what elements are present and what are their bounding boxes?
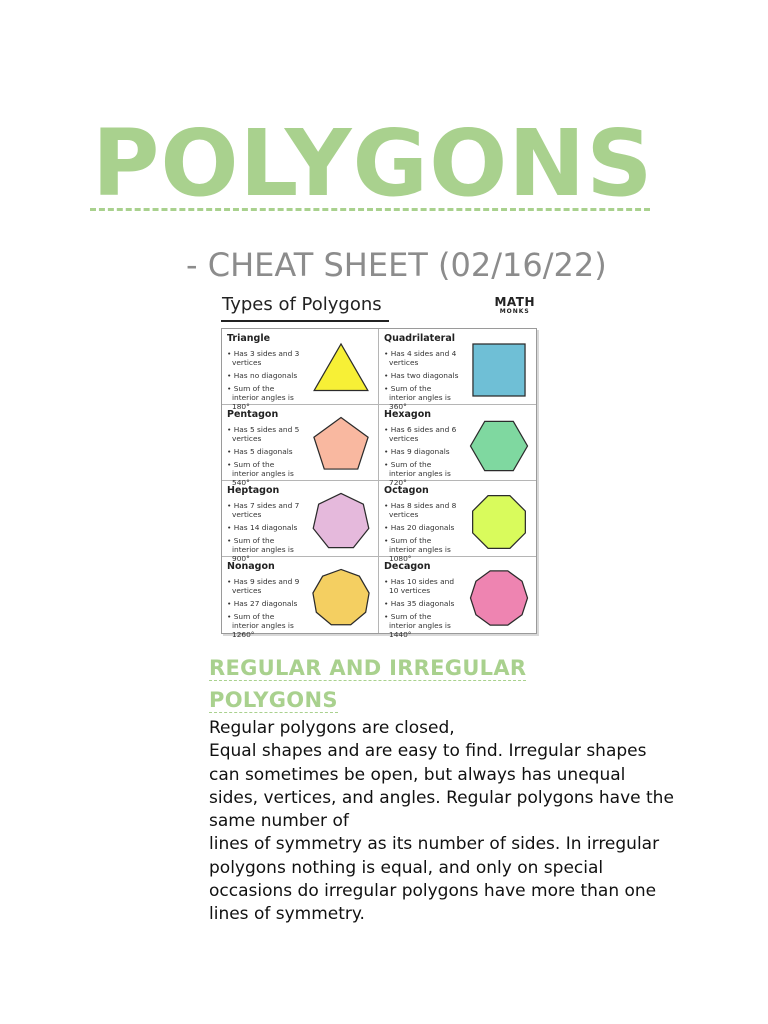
polygon-fact: • Has 9 sides and 9 vertices — [227, 577, 303, 595]
polygon-fact: • Has 5 diagonals — [227, 447, 303, 456]
polygon-facts — [227, 577, 303, 643]
polygon-fill — [314, 344, 368, 391]
logo-main-text: MATH — [494, 295, 535, 309]
polygon-hexagon-shape — [468, 415, 530, 477]
polygon-fact: • Sum of the interior angles is 1260° — [227, 612, 303, 639]
polygon-fill — [314, 417, 368, 469]
polygon-fact: • Sum of the interior angles is 1440° — [384, 612, 460, 639]
title-underline — [90, 208, 650, 211]
polygon-quadrilateral-shape — [468, 339, 530, 401]
polygon-fact: • Has 4 sides and 4 vertices — [384, 349, 460, 367]
polygon-cell-triangle — [222, 329, 379, 411]
polygon-fill — [470, 571, 527, 625]
polygon-cell-nonagon — [222, 557, 379, 639]
polygon-fact: • Has 7 sides and 7 vertices — [227, 501, 303, 519]
polygon-cell-octagon — [379, 481, 536, 563]
polygon-fill — [473, 344, 525, 396]
figure-title: Types of Polygons — [222, 294, 382, 315]
polygon-fact: • Sum of the interior angles is 720° — [384, 460, 460, 487]
polygon-fact: • Has 6 sides and 6 vertices — [384, 425, 460, 443]
polygon-fact: • Has 10 sides and 10 vertices — [384, 577, 460, 595]
polygon-fact: • Has 27 diagonals — [227, 599, 303, 608]
section-body — [209, 717, 679, 927]
polygon-fact: • Sum of the interior angles is 900° — [227, 536, 303, 563]
polygon-cell-decagon — [379, 557, 536, 639]
polygon-heptagon-shape — [310, 491, 372, 553]
section-heading — [209, 652, 593, 716]
polygon-name: Decagon — [384, 561, 431, 572]
polygon-name: Pentagon — [227, 409, 279, 420]
polygon-grid — [221, 328, 537, 639]
polygon-name: Hexagon — [384, 409, 432, 420]
body-paragraph: lines of symmetry as its number of sides. In irregular polygons nothing is equal, and only on special occasions do irregular polygons have more than one lines of symmetry. — [209, 834, 660, 925]
document-subtitle: - CHEAT SHEET (02/16/22) — [186, 246, 607, 284]
polygon-fact: • Has 9 diagonals — [384, 447, 460, 456]
polygon-fact: • Has two diagonals — [384, 371, 460, 380]
polygon-name: Heptagon — [227, 485, 280, 496]
polygon-cell-hexagon — [379, 405, 536, 487]
polygon-name: Octagon — [384, 485, 429, 496]
polygon-fact: • Sum of the interior angles is 540° — [227, 460, 303, 487]
figure-title-underline — [221, 320, 389, 322]
polygon-fact: • Sum of the interior angles is 180° — [227, 384, 303, 411]
section-heading-text: REGULAR AND IRREGULAR POLYGONS — [209, 656, 527, 712]
polygon-triangle-shape — [310, 339, 372, 401]
polygon-fact: • Has 20 diagonals — [384, 523, 460, 532]
polygon-cell-pentagon — [222, 405, 379, 487]
polygon-fill — [473, 496, 526, 549]
polygon-name: Triangle — [227, 333, 271, 344]
polygon-fact: • Has 35 diagonals — [384, 599, 460, 608]
body-paragraph: Equal shapes and are easy to find. Irregular shapes can sometimes be open, but always has unequal sides, vertices, and angles. Regular polygons have the same number of — [209, 741, 674, 832]
polygon-fact: • Sum of the interior angles is 1080° — [384, 536, 460, 563]
polygon-pentagon-shape — [310, 415, 372, 477]
polygon-decagon-shape — [468, 567, 530, 629]
logo-sub-text: MONKS — [499, 308, 530, 315]
polygon-fact: • Has 8 sides and 8 vertices — [384, 501, 460, 519]
math-monks-logo — [494, 296, 535, 315]
polygon-types-figure — [219, 290, 539, 638]
polygon-fact: • Has 5 sides and 5 vertices — [227, 425, 303, 443]
polygon-fact: • Has 3 sides and 3 vertices — [227, 349, 303, 367]
polygon-fill — [470, 421, 527, 470]
polygon-fill — [313, 493, 369, 547]
document-title: POLYGONS — [92, 110, 654, 217]
polygon-fill — [313, 569, 369, 624]
polygon-name: Nonagon — [227, 561, 275, 572]
polygon-cell-heptagon — [222, 481, 379, 563]
polygon-facts — [384, 577, 460, 643]
polygon-fact: • Has 14 diagonals — [227, 523, 303, 532]
polygon-fact: • Sum of the interior angles is 360° — [384, 384, 460, 411]
polygon-fact: • Has no diagonals — [227, 371, 303, 380]
polygon-name: Quadrilateral — [384, 333, 455, 344]
polygon-octagon-shape — [468, 491, 530, 553]
body-paragraph: Regular polygons are closed, — [209, 718, 455, 738]
polygon-nonagon-shape — [310, 567, 372, 629]
polygon-cell-quadrilateral — [379, 329, 536, 411]
